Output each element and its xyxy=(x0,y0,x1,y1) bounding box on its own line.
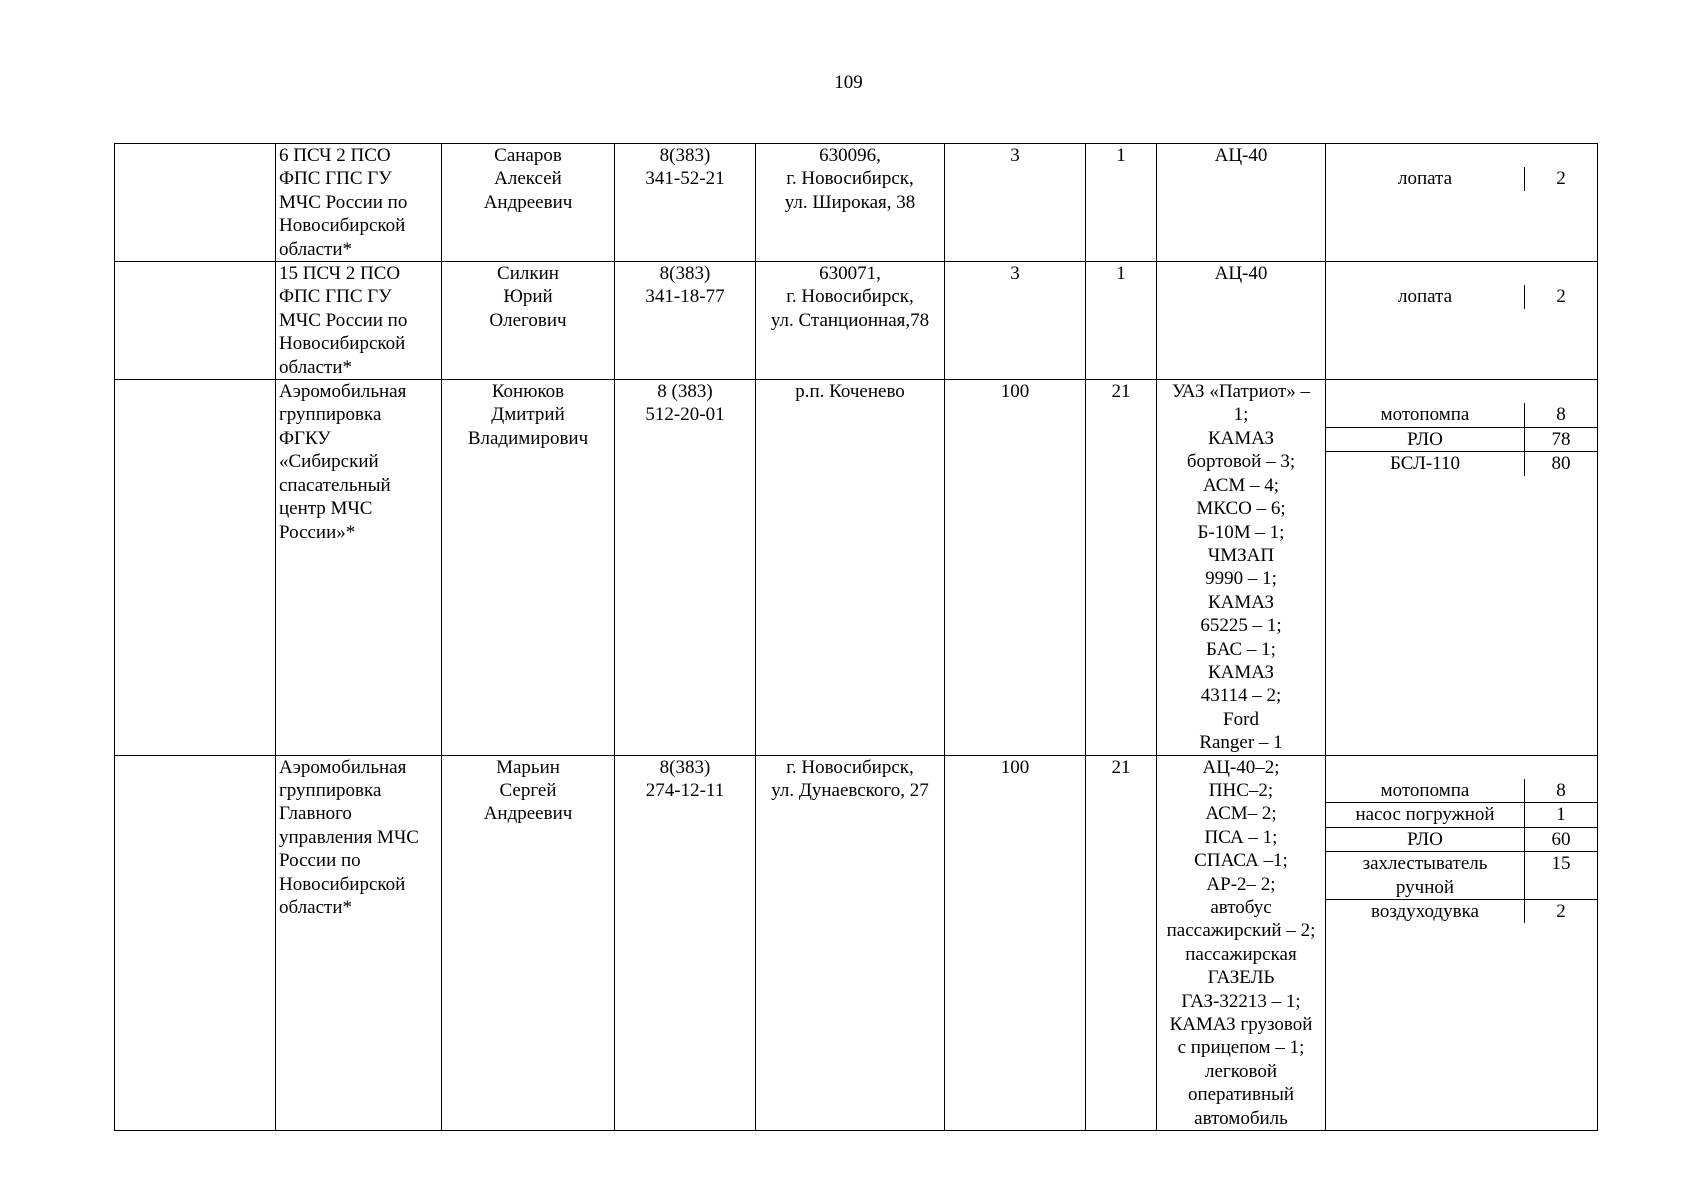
equipment-qty: 2 xyxy=(1556,901,1566,922)
phone-number: 8 (383) 512-20-01 xyxy=(615,380,756,756)
equipment-name: лопата xyxy=(1326,285,1525,308)
unit-name: Аэромобильная группировка Главного управления МЧС России по Новосибирской области* xyxy=(276,755,442,1131)
staff-count: 3 xyxy=(945,262,1086,380)
responsible-person: Конюков Дмитрий Владимирович xyxy=(442,380,615,756)
table-row xyxy=(115,144,1598,262)
equipment-cell xyxy=(1326,262,1598,380)
empty-cell xyxy=(115,380,276,756)
staff-count: 100 xyxy=(945,380,1086,756)
unit-name: Аэромобильная группировка ФГКУ «Сибирский спасательный центр МЧС России»* xyxy=(276,380,442,756)
staff-count: 3 xyxy=(945,144,1086,262)
equipment-item xyxy=(1326,167,1597,190)
equipment-list xyxy=(1326,779,1597,923)
equipment-name: мотопомпа xyxy=(1326,403,1525,427)
equipment-item xyxy=(1326,827,1597,851)
shift-count: 1 xyxy=(1086,144,1157,262)
equipment-qty: 8 xyxy=(1525,403,1598,427)
table-row xyxy=(115,262,1598,380)
equipment-item xyxy=(1326,803,1597,827)
address: г. Новосибирск, ул. Дунаевского, 27 xyxy=(756,755,945,1131)
phone-number: 8(383) 341-52-21 xyxy=(615,144,756,262)
phone-number: 8(383) 341-18-77 xyxy=(615,262,756,380)
address: 630071, г. Новосибирск, ул. Станционная,78 xyxy=(756,262,945,380)
equipment-item xyxy=(1326,403,1597,427)
equipment-cell xyxy=(1326,755,1598,1131)
phone-number: 8(383) 274-12-11 xyxy=(615,755,756,1131)
vehicles: АЦ-40 xyxy=(1157,144,1326,262)
equipment-item xyxy=(1326,852,1597,900)
equipment-name: РЛО xyxy=(1326,827,1525,851)
equipment-name: БСЛ-110 xyxy=(1326,452,1525,476)
responsible-person: Марьин Сергей Андреевич xyxy=(442,755,615,1131)
table-row xyxy=(115,755,1598,1131)
equipment-item xyxy=(1326,900,1597,924)
staff-count: 100 xyxy=(945,755,1086,1131)
unit-name: 15 ПСЧ 2 ПСО ФПС ГПС ГУ МЧС России по Новосибирской области* xyxy=(276,262,442,380)
equipment-qty: 60 xyxy=(1525,827,1598,851)
equipment-name: захлестыватель ручной xyxy=(1326,852,1525,900)
equipment-cell xyxy=(1326,380,1598,756)
equipment-qty: 80 xyxy=(1551,453,1571,475)
address: р.п. Коченево xyxy=(756,380,945,756)
empty-cell xyxy=(115,755,276,1131)
responsible-person: Силкин Юрий Олегович xyxy=(442,262,615,380)
equipment-name: воздуходувка xyxy=(1326,900,1525,924)
empty-cell xyxy=(115,262,276,380)
responsible-person: Санаров Алексей Андреевич xyxy=(442,144,615,262)
equipment-qty: 78 xyxy=(1525,427,1598,451)
equipment-cell xyxy=(1326,144,1598,262)
equipment-item xyxy=(1326,779,1597,803)
vehicles: АЦ-40 xyxy=(1157,262,1326,380)
shift-count: 21 xyxy=(1086,380,1157,756)
unit-name: 6 ПСЧ 2 ПСО ФПС ГПС ГУ МЧС России по Новосибирской области* xyxy=(276,144,442,262)
equipment-name: мотопомпа xyxy=(1326,779,1525,803)
equipment-list xyxy=(1326,285,1597,308)
shift-count: 21 xyxy=(1086,755,1157,1131)
equipment-name: лопата xyxy=(1326,167,1525,190)
equipment-item xyxy=(1326,285,1597,308)
page-number: 109 xyxy=(834,72,863,93)
equipment-qty: 15 xyxy=(1525,852,1598,900)
resources-table xyxy=(114,143,1598,1131)
equipment-item xyxy=(1326,427,1597,451)
equipment-list xyxy=(1326,403,1597,475)
vehicles: УАЗ «Патриот» – 1; КАМАЗ бортовой – 3; АСМ – 4; МКСО – 6; Б-10М – 1; ЧМЗАП 9990 – 1; КАМАЗ 65225 – 1; БАС – 1; КАМАЗ 43114 – 2; Ford Ranger – 1 xyxy=(1157,380,1326,756)
equipment-qty: 1 xyxy=(1525,803,1598,827)
equipment-qty: 8 xyxy=(1525,779,1598,803)
vehicles: АЦ-40–2; ПНС–2; АСМ– 2; ПСА – 1; СПАСА –1; АР-2– 2; автобус пассажирский – 2; пассажирская ГАЗЕЛЬ ГАЗ-32213 – 1; КАМАЗ грузовой с прицепом – 1; легковой оперативный автомобиль xyxy=(1157,755,1326,1131)
equipment-item xyxy=(1326,452,1597,476)
equipment-list xyxy=(1326,167,1597,190)
address: 630096, г. Новосибирск, ул. Широкая, 38 xyxy=(756,144,945,262)
equipment-qty: 2 xyxy=(1556,286,1566,308)
table-row xyxy=(115,380,1598,756)
equipment-qty: 2 xyxy=(1556,168,1566,190)
equipment-name: РЛО xyxy=(1326,427,1525,451)
shift-count: 1 xyxy=(1086,262,1157,380)
equipment-name: насос погружной xyxy=(1326,803,1525,827)
empty-cell xyxy=(115,144,276,262)
